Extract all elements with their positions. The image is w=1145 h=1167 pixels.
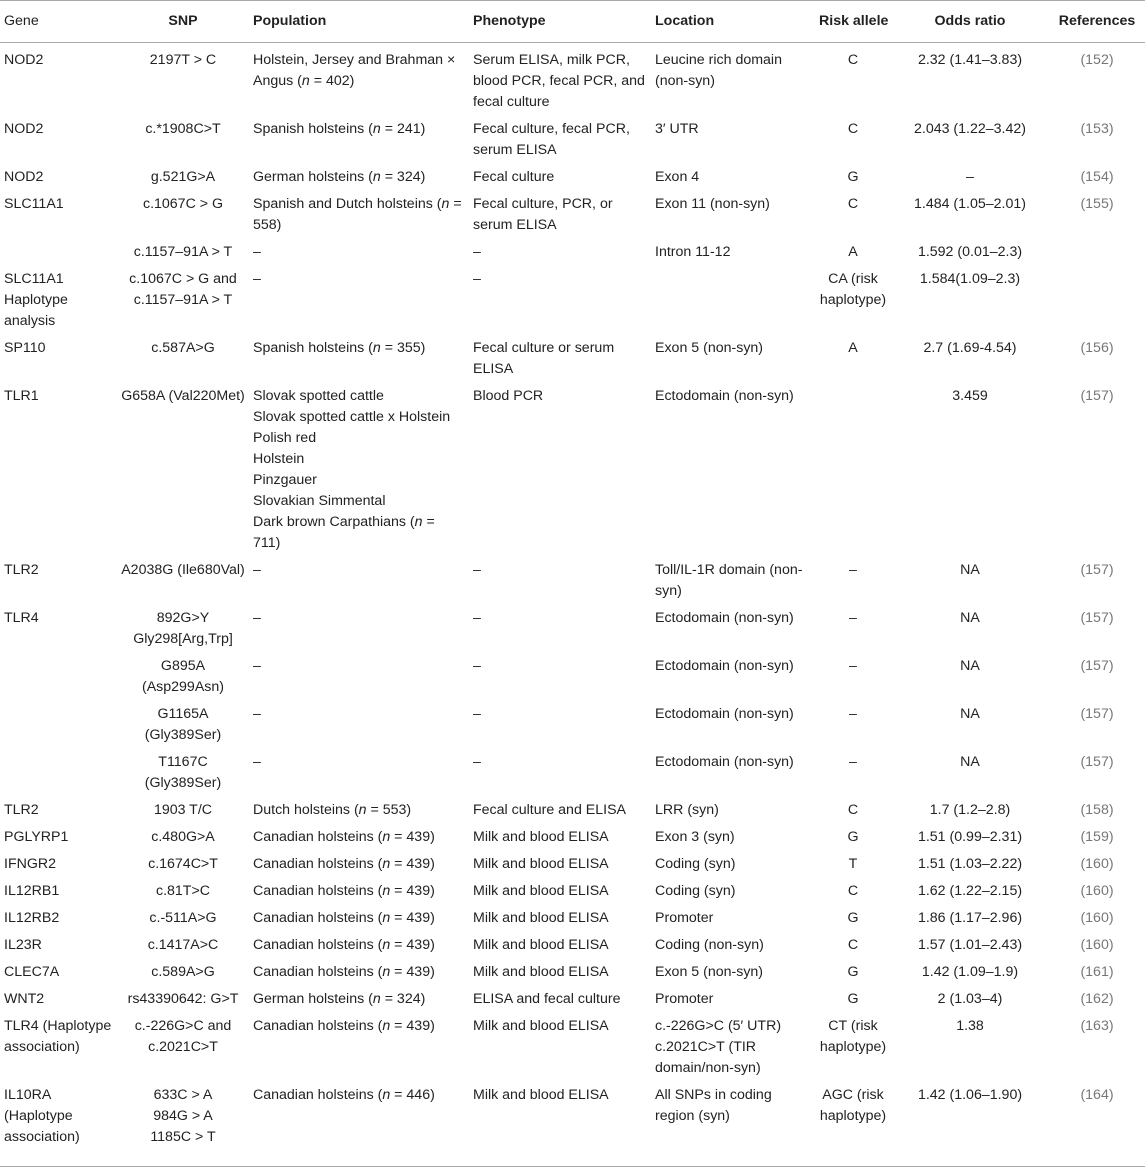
cell-snp: 892G>Y Gly298[Arg,Trp]: [133, 610, 233, 647]
cell-phenotype: Milk and blood ELISA: [473, 856, 609, 872]
cell-population: –: [253, 271, 261, 287]
cell-phenotype: Fecal culture, PCR, or serum ELISA: [473, 196, 613, 233]
cell-odds-ratio: 1.484 (1.05–2.01): [913, 196, 1026, 212]
cell-snp: 1903 T/C: [153, 802, 213, 818]
cell-gene: TLR2: [4, 562, 39, 578]
cell-location: [651, 266, 815, 335]
cell-phenotype: –: [473, 610, 481, 626]
cell-phenotype: –: [473, 658, 481, 674]
cell-phenotype: –: [473, 706, 481, 722]
cell-phenotype: Milk and blood ELISA: [473, 1018, 609, 1034]
cell-gene: IL12RB1: [4, 883, 60, 899]
snp-line: 1185C > T: [150, 1129, 216, 1145]
cell-location: All SNPs in coding region (syn): [655, 1087, 772, 1124]
table-row: [0, 878, 1145, 905]
cell-snp: rs43390642: G>T: [127, 991, 239, 1007]
population-line: Holstein: [253, 451, 305, 467]
cell-location: 3′ UTR: [655, 121, 699, 137]
table-row: [0, 383, 1145, 557]
cell-snp: c.1674C>T: [148, 856, 218, 872]
cell-location: c.-226G>C (5′ UTR) c.2021C>T (TIR domain/non-syn): [655, 1018, 782, 1076]
cell-location: Promoter: [655, 991, 714, 1007]
cell-population: –: [253, 706, 261, 722]
population-line: Slovakian Simmental: [253, 493, 386, 509]
cell-risk-allele: –: [849, 754, 857, 770]
cell-gene: IFNGR2: [4, 856, 57, 872]
cell-gene: [0, 701, 117, 749]
cell-reference[interactable]: (160): [1080, 910, 1114, 926]
cell-snp: c.81T>C: [155, 883, 210, 899]
cell-phenotype: Blood PCR: [473, 388, 544, 404]
cell-reference[interactable]: (157): [1080, 388, 1114, 404]
cell-location: Leucine rich domain (non-syn): [655, 52, 782, 89]
cell-gene: TLR4: [4, 610, 39, 626]
cell-risk-allele: –: [849, 706, 857, 722]
cell-location: Ectodomain (non-syn): [655, 754, 794, 770]
cell-phenotype: Fecal culture or serum ELISA: [473, 340, 615, 377]
cell-risk-allele: G: [847, 910, 859, 926]
cell-location: Ectodomain (non-syn): [655, 706, 794, 722]
cell-location: Exon 3 (syn): [655, 829, 735, 845]
cell-phenotype: –: [473, 271, 481, 287]
cell-snp: c.-226G>C and c.2021C>T: [134, 1018, 232, 1055]
cell-phenotype: Fecal culture, fecal PCR, serum ELISA: [473, 121, 630, 158]
cell-location: Exon 11 (non-syn): [655, 196, 770, 212]
cell-reference[interactable]: (157): [1080, 562, 1114, 578]
cell-gene: [0, 749, 117, 797]
table-row: [0, 959, 1145, 986]
cell-risk-allele: A: [848, 340, 858, 356]
cell-population: Canadian holsteins (n = 439): [253, 829, 435, 845]
cell-population: Spanish holsteins (n = 355): [253, 340, 426, 356]
cell-gene: SLC11A1 Haplotype analysis: [4, 271, 68, 329]
cell-odds-ratio: 1.38: [956, 1018, 984, 1034]
cell-gene: IL12RB2: [4, 910, 60, 926]
table-row: [0, 851, 1145, 878]
cell-gene: [0, 653, 117, 701]
cell-gene: TLR2: [4, 802, 39, 818]
snp-line: 633C > A: [153, 1087, 213, 1103]
cell-phenotype: Fecal culture: [473, 169, 555, 185]
cell-odds-ratio: 2.7 (1.69-4.54): [923, 340, 1017, 356]
snp-line: 984G > A: [153, 1108, 213, 1124]
cell-odds-ratio: 3.459: [952, 388, 988, 404]
cell-gene: [0, 239, 117, 266]
cell-snp: c.480G>A: [151, 829, 215, 845]
cell-location: LRR (syn): [655, 802, 719, 818]
header-population: Population: [253, 13, 327, 29]
cell-population: –: [253, 562, 261, 578]
cell-odds-ratio: 1.86 (1.17–2.96): [917, 910, 1023, 926]
header-references: References: [1058, 13, 1136, 29]
cell-phenotype: Milk and blood ELISA: [473, 910, 609, 926]
cell-phenotype: Fecal culture and ELISA: [473, 802, 626, 818]
cell-odds-ratio: 1.62 (1.22–2.15): [917, 883, 1023, 899]
cell-population: –: [253, 244, 261, 260]
table-row: [0, 605, 1145, 653]
cell-reference[interactable]: (154): [1080, 169, 1114, 185]
cell-snp: T1167C (Gly389Ser): [144, 754, 222, 791]
cell-risk-allele: C: [847, 52, 859, 68]
cell-population: Holstein, Jersey and Brahman × Angus (n = 402): [253, 52, 456, 89]
cell-gene: CLEC7A: [4, 964, 60, 980]
table-row: [0, 905, 1145, 932]
cell-risk-allele: G: [847, 991, 859, 1007]
cell-odds-ratio: 1.7 (1.2–2.8): [929, 802, 1011, 818]
table-row: [0, 266, 1145, 335]
cell-reference[interactable]: [1049, 266, 1145, 335]
cell-snp: c.1067C > G and c.1157–91A > T: [129, 271, 237, 308]
cell-risk-allele: [815, 383, 891, 557]
cell-phenotype: –: [473, 754, 481, 770]
cell-snp: c.*1908C>T: [145, 121, 221, 137]
table-row: [0, 932, 1145, 959]
header-snp: SNP: [168, 13, 198, 29]
cell-risk-allele: –: [849, 562, 857, 578]
cell-population: Spanish holsteins (n = 241): [253, 121, 426, 137]
population-line: Pinzgauer: [253, 472, 317, 488]
cell-odds-ratio: 1.51 (1.03–2.22): [917, 856, 1023, 872]
cell-reference[interactable]: (156): [1080, 340, 1114, 356]
cell-phenotype: ELISA and fecal culture: [473, 991, 621, 1007]
cell-reference[interactable]: (158): [1080, 802, 1114, 818]
cell-gene: TLR4 (Haplotype association): [4, 1018, 112, 1055]
cell-location: Promoter: [655, 910, 714, 926]
cell-gene: NOD2: [4, 52, 44, 68]
cell-gene: IL10RA (Haplotype association): [4, 1087, 80, 1145]
cell-location: Ectodomain (non-syn): [655, 610, 794, 626]
cell-snp: c.-511A>G: [149, 910, 217, 926]
cell-population: German holsteins (n = 324): [253, 169, 426, 185]
cell-reference[interactable]: (157): [1080, 610, 1114, 626]
cell-risk-allele: C: [847, 883, 859, 899]
cell-reference[interactable]: (155): [1080, 196, 1114, 212]
cell-phenotype: Milk and blood ELISA: [473, 829, 609, 845]
cell-reference[interactable]: (153): [1080, 121, 1114, 137]
cell-risk-allele: G: [847, 964, 859, 980]
population-line: Polish red: [253, 430, 317, 446]
cell-gene: IL23R: [4, 937, 42, 953]
cell-gene: SP110: [4, 340, 46, 356]
cell-odds-ratio: –: [966, 169, 974, 185]
cell-risk-allele: CA (risk haplotype): [819, 271, 887, 308]
cell-gene: WNT2: [4, 991, 45, 1007]
cell-odds-ratio: 2.32 (1.41–3.83): [917, 52, 1023, 68]
cell-location: Coding (syn): [655, 883, 736, 899]
cell-reference[interactable]: (160): [1080, 883, 1114, 899]
cell-gene: NOD2: [4, 121, 44, 137]
cell-reference[interactable]: (159): [1080, 829, 1114, 845]
cell-phenotype: Milk and blood ELISA: [473, 964, 609, 980]
cell-odds-ratio: 1.51 (0.99–2.31): [917, 829, 1023, 845]
cell-odds-ratio: 2.043 (1.22–3.42): [913, 121, 1026, 137]
cell-location: Toll/IL-1R domain (non-syn): [655, 562, 803, 599]
cell-population: Canadian holsteins (n = 439): [253, 883, 435, 899]
cell-population: German holsteins (n = 324): [253, 991, 426, 1007]
cell-snp: A2038G (Ile680Val): [121, 562, 245, 578]
population-line: Slovak spotted cattle: [253, 388, 384, 404]
table-row: [0, 557, 1145, 605]
cell-population: Canadian holsteins (n = 446): [253, 1087, 435, 1103]
table-header-row: [0, 1, 1145, 43]
cell-odds-ratio: NA: [960, 610, 980, 626]
cell-reference[interactable]: (157): [1080, 754, 1114, 770]
cell-population: Dutch holsteins (n = 553): [253, 802, 412, 818]
cell-snp: G895A (Asp299Asn): [141, 658, 224, 695]
cell-gene: SLC11A1: [4, 196, 64, 212]
cell-risk-allele: G: [847, 829, 859, 845]
cell-risk-allele: C: [847, 196, 859, 212]
cell-population: –: [253, 658, 261, 674]
cell-location: Exon 5 (non-syn): [655, 340, 764, 356]
cell-reference[interactable]: (160): [1080, 937, 1114, 953]
cell-location: Exon 4: [655, 169, 700, 185]
cell-reference[interactable]: [1049, 239, 1145, 266]
cell-odds-ratio: NA: [960, 562, 980, 578]
cell-odds-ratio: NA: [960, 706, 980, 722]
header-risk-allele: Risk allele: [819, 13, 889, 29]
cell-reference[interactable]: (162): [1080, 991, 1114, 1007]
table-row: [0, 116, 1145, 164]
cell-reference[interactable]: (160): [1080, 856, 1114, 872]
cell-phenotype: –: [473, 562, 481, 578]
cell-risk-allele: C: [847, 802, 859, 818]
cell-phenotype: Milk and blood ELISA: [473, 937, 609, 953]
table-row: [0, 1013, 1145, 1082]
cell-population: –: [253, 754, 261, 770]
cell-risk-allele: T: [848, 856, 858, 872]
cell-snp: G658A (Val220Met): [121, 388, 245, 404]
cell-phenotype: Milk and blood ELISA: [473, 883, 609, 899]
table-row: [0, 1082, 1145, 1167]
cell-odds-ratio: NA: [960, 658, 980, 674]
cell-reference[interactable]: (163): [1080, 1018, 1114, 1034]
cell-risk-allele: AGC (risk haplotype): [819, 1087, 887, 1124]
cell-odds-ratio: 2 (1.03–4): [937, 991, 1003, 1007]
cell-snp: c.1157–91A > T: [133, 244, 233, 260]
cell-population: Canadian holsteins (n = 439): [253, 937, 435, 953]
cell-odds-ratio: 1.42 (1.09–1.9): [921, 964, 1019, 980]
cell-phenotype: –: [473, 244, 481, 260]
cell-reference[interactable]: (152): [1080, 52, 1114, 68]
cell-snp: c.1067C > G: [142, 196, 224, 212]
population-line: Slovak spotted cattle x Holstein: [253, 409, 451, 425]
header-gene: Gene: [4, 13, 39, 29]
cell-snp: c.589A>G: [151, 964, 215, 980]
table-row: [0, 335, 1145, 383]
table-row: [0, 824, 1145, 851]
cell-snp: c.587A>G: [151, 340, 215, 356]
cell-risk-allele: A: [848, 244, 858, 260]
cell-reference[interactable]: (157): [1080, 706, 1114, 722]
cell-population: Canadian holsteins (n = 439): [253, 1018, 435, 1034]
cell-snp: g.521G>A: [150, 169, 216, 185]
cell-location: Coding (syn): [655, 856, 736, 872]
cell-snp: c.1417A>C: [147, 937, 219, 953]
cell-phenotype: Serum ELISA, milk PCR, blood PCR, fecal PCR, and fecal culture: [473, 52, 645, 110]
cell-location: Ectodomain (non-syn): [655, 388, 794, 404]
cell-risk-allele: G: [847, 169, 859, 185]
cell-population: Canadian holsteins (n = 439): [253, 964, 435, 980]
cell-population: [249, 383, 469, 557]
cell-population: –: [253, 610, 261, 626]
table-row: [0, 43, 1145, 117]
table-row: [0, 191, 1145, 239]
header-phenotype: Phenotype: [473, 13, 546, 29]
cell-population: Canadian holsteins (n = 439): [253, 856, 435, 872]
population-line: Dark brown Carpathians (n = 711): [253, 514, 435, 551]
cell-population: Spanish and Dutch holsteins (n = 558): [253, 196, 462, 233]
table-row: [0, 749, 1145, 797]
cell-risk-allele: C: [847, 937, 859, 953]
table-row: [0, 986, 1145, 1013]
table-row: [0, 239, 1145, 266]
cell-odds-ratio: 1.584(1.09–2.3): [919, 271, 1021, 287]
table-body: [0, 43, 1145, 1167]
cell-reference[interactable]: (161): [1080, 964, 1114, 980]
cell-gene: NOD2: [4, 169, 44, 185]
cell-location: Coding (non-syn): [655, 937, 764, 953]
cell-odds-ratio: 1.57 (1.01–2.43): [917, 937, 1023, 953]
cell-gene: TLR1: [4, 388, 39, 404]
header-location: Location: [655, 13, 715, 29]
cell-gene: PGLYRP1: [4, 829, 69, 845]
cell-odds-ratio: 1.42 (1.06–1.90): [917, 1087, 1023, 1103]
cell-odds-ratio: NA: [960, 754, 980, 770]
table-row: [0, 701, 1145, 749]
cell-population: Canadian holsteins (n = 439): [253, 910, 435, 926]
cell-snp: G1165A (Gly389Ser): [144, 706, 222, 743]
cell-risk-allele: –: [849, 658, 857, 674]
cell-snp: 2197T > C: [149, 52, 217, 68]
table-row: [0, 797, 1145, 824]
cell-risk-allele: –: [849, 610, 857, 626]
table-row: [0, 164, 1145, 191]
cell-phenotype: Milk and blood ELISA: [473, 1087, 609, 1103]
cell-reference[interactable]: (157): [1080, 658, 1114, 674]
cell-location: Exon 5 (non-syn): [655, 964, 764, 980]
cell-location: Intron 11-12: [655, 244, 731, 260]
header-odds-ratio: Odds ratio: [934, 13, 1006, 29]
cell-risk-allele: CT (risk haplotype): [819, 1018, 887, 1055]
table-row: [0, 653, 1145, 701]
cell-snp: [117, 1082, 249, 1167]
cell-location: Ectodomain (non-syn): [655, 658, 794, 674]
cell-reference[interactable]: (164): [1080, 1087, 1114, 1103]
cell-risk-allele: C: [847, 121, 859, 137]
cell-odds-ratio: 1.592 (0.01–2.3): [917, 244, 1023, 260]
